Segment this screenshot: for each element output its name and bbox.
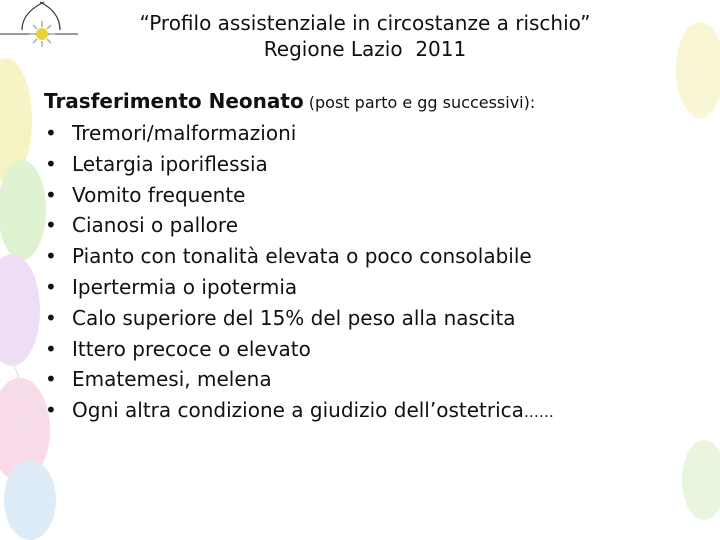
heading-bold: Trasferimento Neonato: [44, 89, 304, 113]
list-item: [44, 149, 704, 180]
bullet: •: [45, 121, 57, 145]
list-item: [44, 180, 704, 211]
list-item-text: Tremori/malformazioni: [72, 121, 297, 145]
list-item: [44, 303, 704, 334]
list-item-text: Vomito frequente: [72, 182, 246, 207]
title-line-2: Regione Lazio 2011: [263, 37, 467, 61]
balloon-purple-left: [0, 254, 40, 366]
bullet: •: [45, 305, 57, 330]
balloon-green-right: [682, 440, 720, 520]
list-item: [44, 118, 704, 149]
list-item-text: Pianto con tonalità elevata o poco consolabile: [72, 244, 532, 269]
bullet: •: [45, 213, 57, 238]
list-item-text: Letargia iporiflessia: [72, 151, 268, 176]
list-item: [44, 210, 704, 241]
symptom-list: [44, 118, 704, 428]
ellipsis: ……: [523, 403, 554, 422]
bullet: •: [45, 182, 57, 207]
list-item: [44, 241, 704, 272]
bullet: •: [45, 367, 57, 392]
list-item-text: Ematemesi, melena: [72, 367, 272, 392]
list-item: [44, 334, 704, 365]
slide-content: [44, 86, 704, 428]
slide-title: [0, 10, 720, 62]
list-item: [44, 395, 704, 428]
heading-detail: (post parto e gg successivi):: [303, 93, 536, 112]
bullet: •: [45, 151, 57, 176]
list-item-text: Ipertermia o ipotermia: [72, 274, 298, 299]
bullet: •: [45, 336, 57, 361]
bullet: •: [45, 398, 57, 423]
list-item: [44, 364, 704, 395]
bullet: •: [45, 244, 57, 269]
bullet: •: [45, 274, 57, 299]
list-item-text: Ogni altra condizione a giudizio dell’ostetrica: [72, 398, 524, 423]
list-item-text: Calo superiore del 15% del peso alla nascita: [72, 305, 516, 330]
list-item-text: Ittero precoce o elevato: [72, 336, 311, 361]
list-item-text: Cianosi o pallore: [72, 213, 239, 238]
title-line-1: “Profilo assistenziale in circostanze a rischio”: [139, 11, 591, 35]
section-heading: [44, 86, 704, 118]
list-item: [44, 272, 704, 303]
balloon-blue-left: [4, 460, 56, 540]
balloon-green-left: [0, 160, 46, 260]
